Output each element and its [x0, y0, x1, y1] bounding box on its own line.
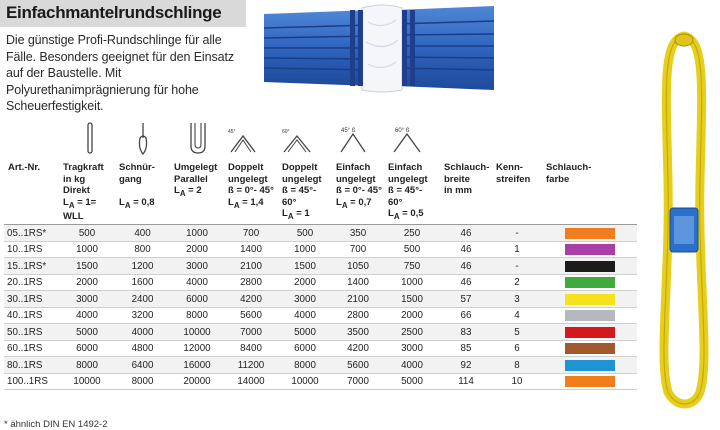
- cell-tragkraft: 1500: [59, 258, 115, 275]
- svg-text:60°: 60°: [282, 129, 290, 135]
- color-swatch: [565, 376, 615, 387]
- product-description: Die günstige Profi-Rundschlinge für alle Fälle. Besonders geeignet für den Einsatz auf der Baustelle. Mit Polyurethanimprägnierung für hohe Scheuerfestigkeit.: [6, 33, 234, 113]
- cell-e60: 3000: [384, 340, 440, 357]
- table-row: [4, 324, 637, 341]
- cell-umgelegt: 6000: [170, 291, 224, 308]
- cell-kenn: 1: [492, 241, 542, 258]
- footnote: * ähnlich DIN EN 1492-2: [4, 419, 108, 430]
- cell-e45: 350: [332, 225, 384, 242]
- color-swatch: [565, 294, 615, 305]
- table-row: [4, 258, 637, 275]
- double-basket-60-icon: [282, 126, 312, 154]
- cell-schnuer: 2400: [115, 291, 170, 308]
- color-swatch: [565, 228, 615, 239]
- cell-color: [542, 307, 637, 324]
- cell-breite: 46: [440, 274, 492, 291]
- table-row: [4, 357, 637, 374]
- cell-color: [542, 324, 637, 341]
- cell-d60: 1000: [278, 241, 332, 258]
- cell-d60: 8000: [278, 357, 332, 374]
- cell-d45: 14000: [224, 373, 278, 390]
- cell-schnuer: 6400: [115, 357, 170, 374]
- cell-kenn: 3: [492, 291, 542, 308]
- color-swatch: [565, 277, 615, 288]
- cell-kenn: 4: [492, 307, 542, 324]
- cell-breite: 46: [440, 225, 492, 242]
- cell-e60: 250: [384, 225, 440, 242]
- col-header-width: Schlauch- breite in mm: [440, 160, 492, 225]
- cell-d45: 4200: [224, 291, 278, 308]
- cell-e45: 3500: [332, 324, 384, 341]
- cell-d45: 8400: [224, 340, 278, 357]
- page-title: Einfachmantelrundschlinge: [0, 0, 246, 27]
- cell-e60: 2500: [384, 324, 440, 341]
- col-header-basket: Umgelegt Parallel $L_A = 2$: [170, 160, 224, 225]
- cell-schnuer: 4000: [115, 324, 170, 341]
- cell-art: 10..1RS: [4, 241, 59, 258]
- cell-e60: 5000: [384, 373, 440, 390]
- cell-schnuer: 4800: [115, 340, 170, 357]
- cell-art: 40..1RS: [4, 307, 59, 324]
- cell-e60: 750: [384, 258, 440, 275]
- svg-text:45°: 45°: [228, 129, 236, 135]
- cell-d60: 5000: [278, 324, 332, 341]
- cell-e60: 1000: [384, 274, 440, 291]
- col-header-choke: Schnür- gang $L_A = 0,8$: [115, 160, 170, 225]
- cell-e60: 4000: [384, 357, 440, 374]
- cell-e45: 7000: [332, 373, 384, 390]
- choke-lift-icon: [136, 122, 150, 156]
- cell-schnuer: 8000: [115, 373, 170, 390]
- cell-e45: 1050: [332, 258, 384, 275]
- cell-breite: 57: [440, 291, 492, 308]
- cell-umgelegt: 8000: [170, 307, 224, 324]
- cell-tragkraft: 2000: [59, 274, 115, 291]
- cell-d60: 4000: [278, 307, 332, 324]
- cell-e45: 4200: [332, 340, 384, 357]
- table-header-row: [4, 160, 637, 225]
- color-swatch: [565, 360, 615, 371]
- cell-schnuer: 800: [115, 241, 170, 258]
- cell-color: [542, 340, 637, 357]
- cell-tragkraft: 6000: [59, 340, 115, 357]
- cell-tragkraft: 5000: [59, 324, 115, 341]
- cell-art: 50..1RS: [4, 324, 59, 341]
- cell-d45: 1400: [224, 241, 278, 258]
- cell-e60: 2000: [384, 307, 440, 324]
- cell-e45: 1400: [332, 274, 384, 291]
- cell-umgelegt: 12000: [170, 340, 224, 357]
- cell-art: 30..1RS: [4, 291, 59, 308]
- cell-color: [542, 274, 637, 291]
- cell-schnuer: 3200: [115, 307, 170, 324]
- cell-tragkraft: 10000: [59, 373, 115, 390]
- cell-tragkraft: 3000: [59, 291, 115, 308]
- col-header-single-45: Einfach ungelegt ß = 0°- 45° $L_A = 0,7$: [332, 160, 384, 225]
- cell-d60: 500: [278, 225, 332, 242]
- basket-lift-icon: [188, 122, 208, 154]
- cell-color: [542, 241, 637, 258]
- table-row: [4, 307, 637, 324]
- col-header-color: Schlauch- farbe: [542, 160, 637, 225]
- cell-d60: 3000: [278, 291, 332, 308]
- round-sling-photo: [648, 30, 720, 410]
- cell-art: 15..1RS*: [4, 258, 59, 275]
- table-row: [4, 373, 637, 390]
- cell-color: [542, 291, 637, 308]
- cell-tragkraft: 8000: [59, 357, 115, 374]
- cell-tragkraft: 4000: [59, 307, 115, 324]
- col-header-double-60: Doppelt ungelegt ß = 45°- 60° $L_A = 1$: [278, 160, 332, 225]
- svg-text:60° ß: 60° ß: [395, 128, 410, 134]
- cell-art: 100..1RS: [4, 373, 59, 390]
- cell-kenn: 10: [492, 373, 542, 390]
- cell-breite: 46: [440, 258, 492, 275]
- single-basket-60-icon: [392, 124, 422, 154]
- single-basket-45-icon: [338, 124, 368, 154]
- cell-d45: 2100: [224, 258, 278, 275]
- cell-d60: 1500: [278, 258, 332, 275]
- cell-d45: 7000: [224, 324, 278, 341]
- cell-d45: 11200: [224, 357, 278, 374]
- cell-breite: 85: [440, 340, 492, 357]
- cell-art: 80..1RS: [4, 357, 59, 374]
- cell-e60: 1500: [384, 291, 440, 308]
- double-basket-45-icon: [228, 126, 258, 154]
- cell-color: [542, 258, 637, 275]
- table-row: [4, 340, 637, 357]
- cell-e60: 500: [384, 241, 440, 258]
- table-row: [4, 274, 637, 291]
- col-header-double-45: Doppelt ungelegt ß = 0°- 45° $L_A = 1,4$: [224, 160, 278, 225]
- cell-color: [542, 225, 637, 242]
- col-header-article: Art.-Nr.: [4, 160, 59, 225]
- cell-kenn: -: [492, 225, 542, 242]
- color-swatch: [565, 261, 615, 272]
- table-row: [4, 241, 637, 258]
- cell-breite: 92: [440, 357, 492, 374]
- col-header-direct: Tragkraft in kg Direkt $L_A = 1=$ WLL: [59, 160, 115, 225]
- cell-e45: 700: [332, 241, 384, 258]
- cell-kenn: -: [492, 258, 542, 275]
- cell-d60: 2000: [278, 274, 332, 291]
- cell-schnuer: 400: [115, 225, 170, 242]
- table-row: [4, 225, 637, 242]
- cell-umgelegt: 16000: [170, 357, 224, 374]
- cell-e45: 2800: [332, 307, 384, 324]
- cell-breite: 83: [440, 324, 492, 341]
- table-row: [4, 291, 637, 308]
- cell-art: 20..1RS: [4, 274, 59, 291]
- col-header-single-60: Einfach ungelegt ß = 45°- 60° $L_A = 0,5$: [384, 160, 440, 225]
- cell-e45: 5600: [332, 357, 384, 374]
- cell-tragkraft: 500: [59, 225, 115, 242]
- color-swatch: [565, 310, 615, 321]
- cell-d60: 10000: [278, 373, 332, 390]
- straight-lift-icon: [85, 122, 95, 154]
- cell-schnuer: 1600: [115, 274, 170, 291]
- cell-umgelegt: 2000: [170, 241, 224, 258]
- cell-breite: 46: [440, 241, 492, 258]
- cell-breite: 114: [440, 373, 492, 390]
- cell-kenn: 2: [492, 274, 542, 291]
- cell-umgelegt: 4000: [170, 274, 224, 291]
- col-header-stripes: Kenn- streifen: [492, 160, 542, 225]
- color-swatch: [565, 343, 615, 354]
- cell-umgelegt: 1000: [170, 225, 224, 242]
- load-capacity-table: [4, 160, 637, 390]
- cell-d45: 2800: [224, 274, 278, 291]
- cell-umgelegt: 10000: [170, 324, 224, 341]
- cell-kenn: 8: [492, 357, 542, 374]
- svg-text:45° ß: 45° ß: [341, 128, 356, 134]
- cell-umgelegt: 3000: [170, 258, 224, 275]
- color-swatch: [565, 244, 615, 255]
- cell-d60: 6000: [278, 340, 332, 357]
- cell-color: [542, 373, 637, 390]
- cell-tragkraft: 1000: [59, 241, 115, 258]
- cell-schnuer: 1200: [115, 258, 170, 275]
- cell-color: [542, 357, 637, 374]
- cell-breite: 66: [440, 307, 492, 324]
- cell-d45: 5600: [224, 307, 278, 324]
- cell-kenn: 5: [492, 324, 542, 341]
- sling-product-photo: [262, 2, 494, 94]
- cell-d45: 700: [224, 225, 278, 242]
- color-swatch: [565, 327, 615, 338]
- cell-umgelegt: 20000: [170, 373, 224, 390]
- cell-kenn: 6: [492, 340, 542, 357]
- cell-art: 05..1RS*: [4, 225, 59, 242]
- cell-art: 60..1RS: [4, 340, 59, 357]
- cell-e45: 2100: [332, 291, 384, 308]
- usage-icon-row: [0, 122, 640, 158]
